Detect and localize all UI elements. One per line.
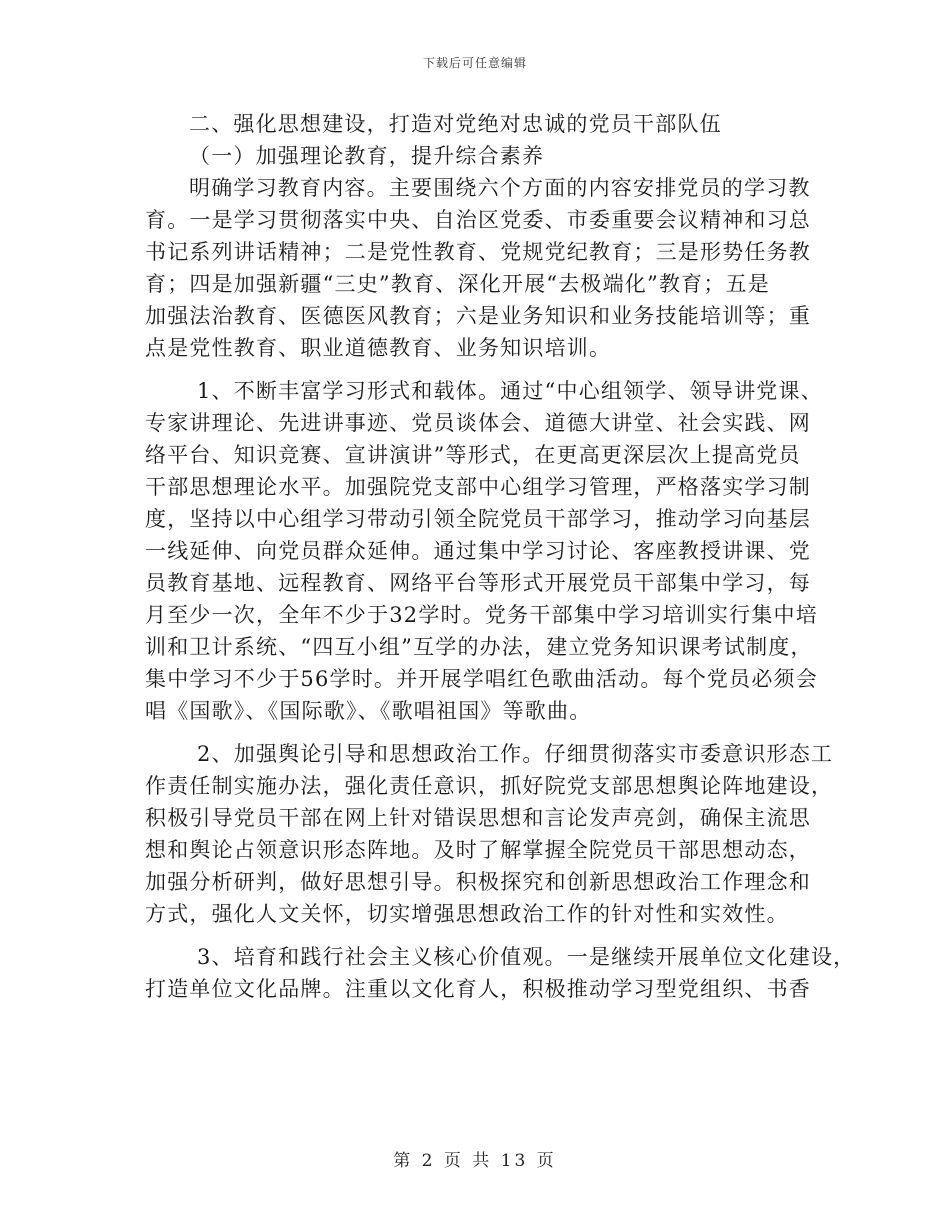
- paragraph-line: 干部思想理论水平。加强院党支部中心组学习管理，严格落实学习制: [145, 475, 811, 499]
- paragraph-line: 作责任制实施办法，强化责任意识，抓好院党支部思想舆论阵地建设，: [145, 774, 834, 798]
- subsection-heading: （一）加强理论教育，提升综合素养: [189, 144, 545, 168]
- paragraph-line: 育。一是学习贯彻落实中央、自治区党委、市委重要会议精神和习总: [145, 208, 811, 232]
- paragraph-line: 络平台、知识竞赛、宣讲演讲”等形式，在更高更深层次上提高党员: [145, 443, 801, 467]
- paragraph-line: 点是党性教育、职业道德教育、业务知识培训。: [145, 336, 612, 360]
- page-number: 第 2 页 共 13 页: [393, 1151, 557, 1171]
- paragraph-line: 打造单位文化品牌。注重以文化育人，积极推动学习型党组织、书香: [145, 977, 811, 1001]
- page-header-note: 下载后可任意编辑: [422, 56, 527, 70]
- paragraph-line: 书记系列讲话精神；二是党性教育、党规党纪教育；三是形势任务教: [145, 240, 811, 264]
- section-heading: 二、强化思想建设，打造对党绝对忠诚的党员干部队伍: [189, 112, 722, 136]
- paragraph-line: 积极引导党员干部在网上针对错误思想和言论发声亮剑，确保主流思: [145, 806, 811, 830]
- paragraph-line: 3、培育和践行社会主义核心价值观。一是继续开展单位文化建设，: [197, 945, 856, 969]
- paragraph-line: 专家讲理论、先进讲事迹、党员谈体会、道德大讲堂、社会实践、网: [145, 411, 811, 435]
- paragraph-line: 2、加强舆论引导和思想政治工作。仔细贯彻落实市委意识形态工: [197, 742, 834, 766]
- paragraph-line: 想和舆论占领意识形态阵地。及时了解掌握全院党员干部思想动态，: [145, 838, 811, 862]
- paragraph-line: 1、不断丰富学习形式和载体。通过“中心组领学、领导讲党课、: [197, 379, 823, 403]
- paragraph-line: 度，坚持以中心组学习带动引领全院党员干部学习，推动学习向基层: [145, 507, 811, 531]
- paragraph-line: 加强分析研判，做好思想引导。积极探究和创新思想政治工作理念和: [145, 870, 811, 894]
- paragraph-line: 训和卫计系统、“四互小组”互学的办法，建立党务知识课考试制度，: [145, 635, 813, 659]
- paragraph-line: 一线延伸、向党员群众延伸。通过集中学习讨论、客座教授讲课、党: [145, 539, 811, 563]
- paragraph-line: 唱《国歌》、《国际歌》、《歌唱祖国》等歌曲。: [145, 699, 592, 723]
- paragraph-line: 育；四是加强新疆“三史”教育、深化开展“去极端化”教育；五是: [145, 272, 770, 296]
- paragraph-line: 集中学习不少于56学时。并开展学唱红色歌曲活动。每个党员必须会: [145, 667, 818, 691]
- paragraph-line: 员教育基地、远程教育、网络平台等形式开展党员干部集中学习，每: [145, 571, 811, 595]
- paragraph-line: 月至少一次，全年不少于32学时。党务干部集中学习培训实行集中培: [145, 603, 818, 627]
- paragraph-line: 明确学习教育内容。主要围绕六个方面的内容安排党员的学习教: [189, 176, 811, 200]
- paragraph-line: 方式，强化人文关怀，切实增强思想政治工作的针对性和实效性。: [145, 902, 789, 926]
- paragraph-line: 加强法治教育、医德医风教育；六是业务知识和业务技能培训等；重: [145, 304, 811, 328]
- document-body: [145, 108, 856, 1005]
